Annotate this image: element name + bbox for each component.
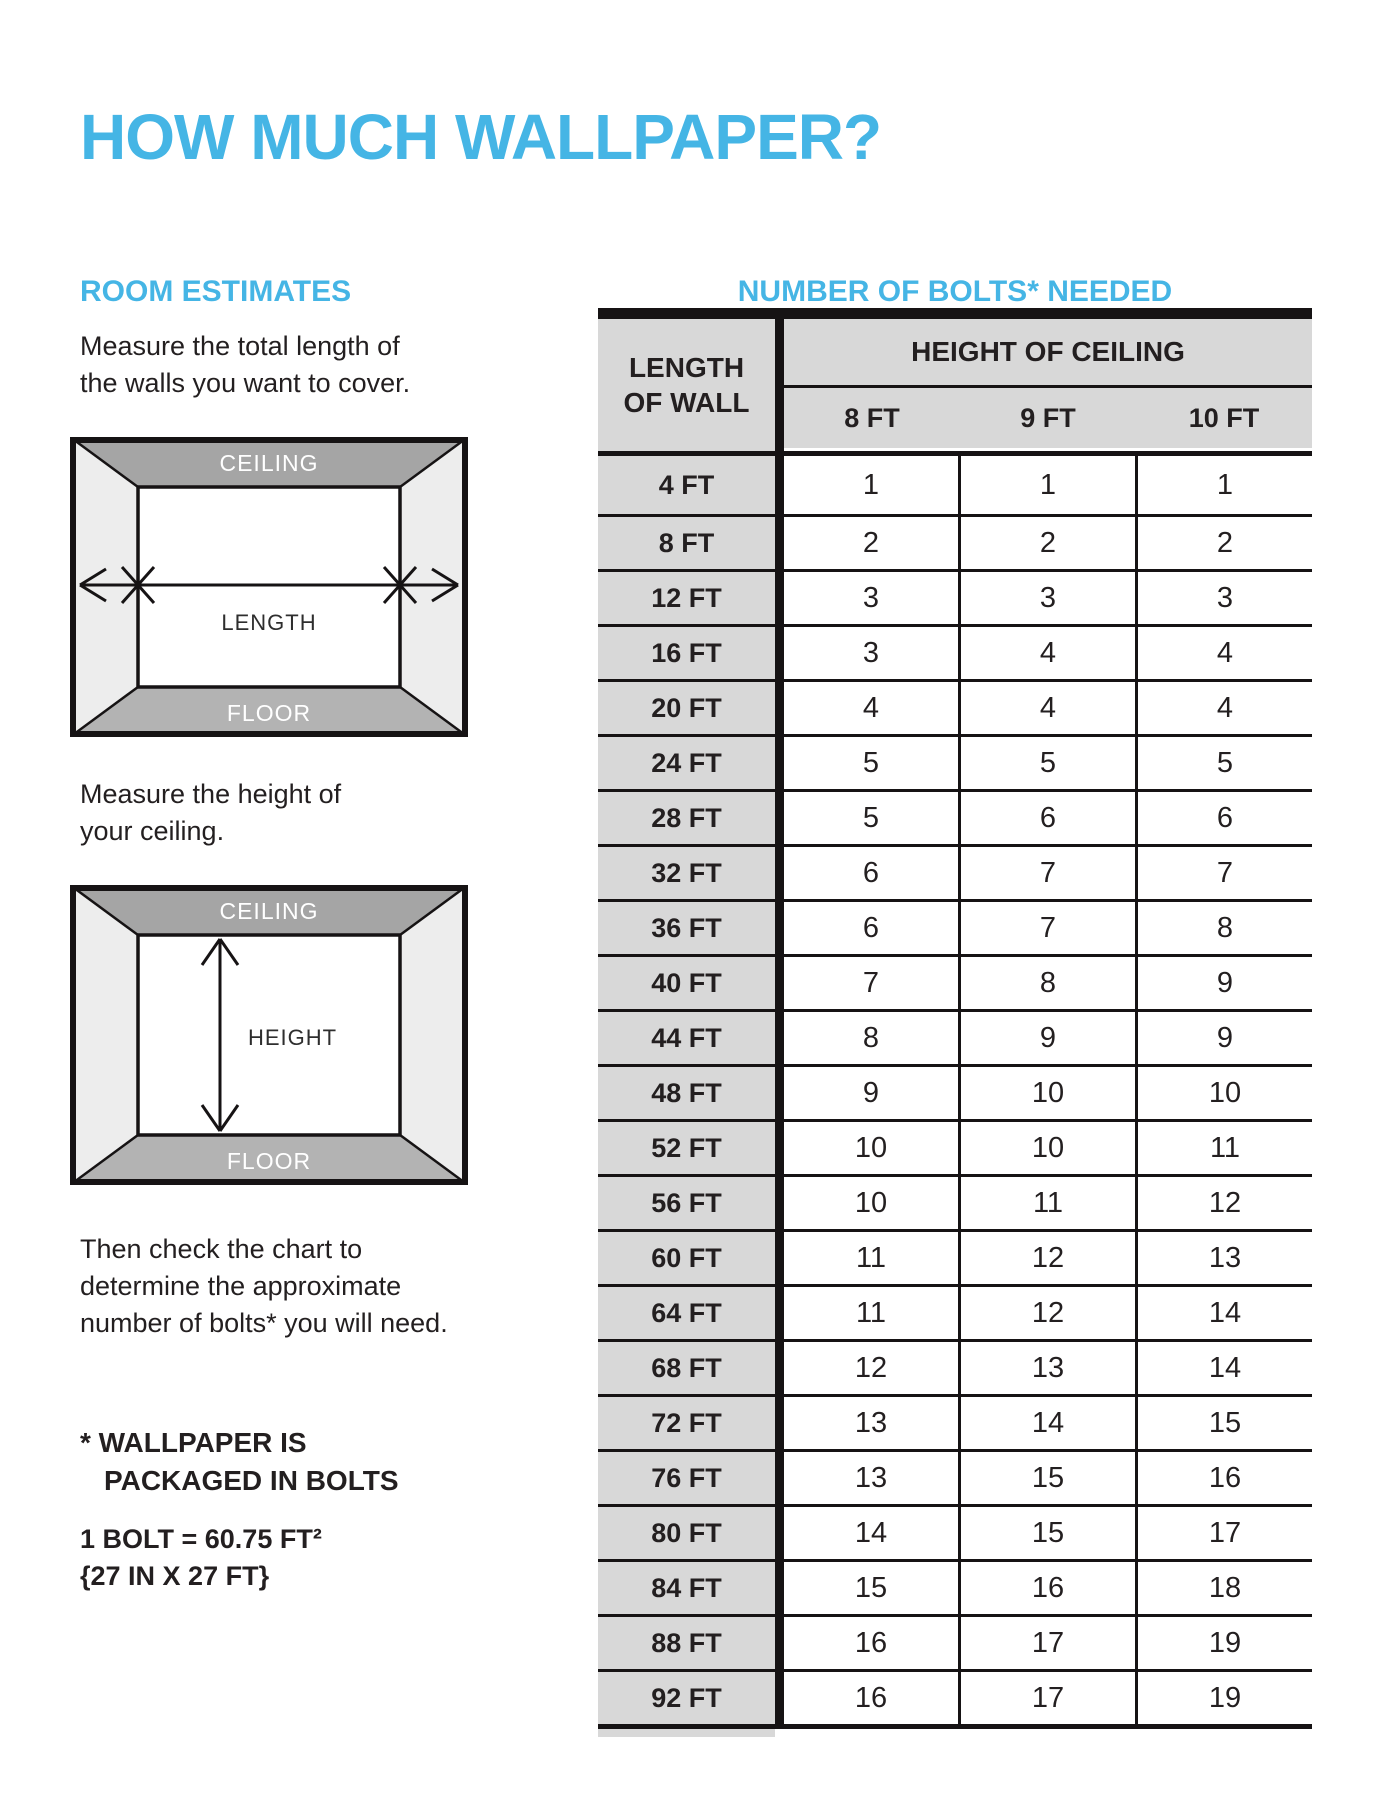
room-height-diagram (70, 885, 468, 1185)
wall-length-cell: 40 FT (598, 957, 784, 1009)
table-row (598, 1119, 1312, 1174)
wall-length-cell: 28 FT (598, 792, 784, 844)
wall-length-cell: 44 FT (598, 1012, 784, 1064)
header-line: LENGTH (628, 352, 745, 383)
bolt-count-cell-9ft: 4 (961, 682, 1138, 734)
bolt-count-cell-10ft: 12 (1208, 1186, 1242, 1219)
bolt-count-cell-9ft: 13 (961, 1342, 1138, 1394)
bolt-count-cell-9ft: 7 (961, 902, 1138, 954)
room-length-diagram (70, 437, 468, 737)
instruction-measure-height (80, 776, 341, 850)
bolt-count-cell-10ft: 5 (1216, 746, 1234, 779)
table-row (598, 1174, 1312, 1229)
bolt-count-cell-10ft: 15 (1208, 1406, 1242, 1439)
bolt-count-cell-8ft: 16 (784, 1672, 961, 1724)
bolt-count-cell-8ft: 11 (784, 1287, 961, 1339)
bolt-count-cell-9ft: 16 (961, 1562, 1138, 1614)
bolt-count-cell-9ft: 14 (961, 1397, 1138, 1449)
bolt-dimensions: {27 IN X 27 FT} (80, 1561, 270, 1591)
bolts-table-body (598, 451, 1312, 1729)
wall-length-cell: 64 FT (598, 1287, 784, 1339)
ceiling-height-headers (784, 319, 1312, 451)
table-header (598, 319, 1312, 451)
table-row (598, 734, 1312, 789)
bolt-count-cell-10ft: 7 (1216, 856, 1234, 889)
bolt-count-cell-10ft: 17 (1208, 1516, 1242, 1549)
wall-length-cell: 76 FT (598, 1452, 784, 1504)
right-wall-shape (400, 437, 468, 737)
bolt-count-cell-10ft: 16 (1208, 1461, 1242, 1494)
bolt-count-cell-8ft: 10 (784, 1122, 961, 1174)
wall-length-cell: 88 FT (598, 1617, 784, 1669)
table-row (598, 1449, 1312, 1504)
table-row (598, 1669, 1312, 1724)
table-row (598, 899, 1312, 954)
instruction-line: Then check the chart to (80, 1234, 363, 1264)
height-of-ceiling-header: HEIGHT OF CEILING (784, 319, 1312, 388)
bolt-equation: 1 BOLT = 60.75 FT² (80, 1524, 322, 1554)
bolt-count-cell-10ft: 19 (1208, 1681, 1242, 1714)
table-row (598, 844, 1312, 899)
table-row (598, 1339, 1312, 1394)
bolt-count-cell-8ft: 6 (784, 847, 961, 899)
bolt-count-cell-9ft: 10 (961, 1122, 1138, 1174)
table-row (598, 789, 1312, 844)
table-row (598, 569, 1312, 624)
footnote-line: * WALLPAPER IS (80, 1427, 307, 1458)
bolt-count-cell-10ft: 9 (1216, 1021, 1234, 1054)
bolts-table-heading: NUMBER OF BOLTS* NEEDED (737, 275, 1173, 308)
bolt-count-cell-10ft: 6 (1216, 801, 1234, 834)
wall-length-cell: 32 FT (598, 847, 784, 899)
bolt-count-cell-8ft: 10 (784, 1177, 961, 1229)
bolt-count-cell-9ft: 6 (961, 792, 1138, 844)
table-bottom-stub (598, 1729, 775, 1737)
bolt-count-cell-9ft: 1 (961, 456, 1138, 514)
table-row (598, 1009, 1312, 1064)
wall-length-cell: 56 FT (598, 1177, 784, 1229)
table-row (598, 679, 1312, 734)
bolt-count-cell-10ft: 13 (1208, 1241, 1242, 1274)
bolt-count-cell-8ft: 3 (784, 572, 961, 624)
wall-length-cell: 60 FT (598, 1232, 784, 1284)
left-wall-shape (70, 437, 138, 737)
length-of-wall-header (598, 319, 784, 451)
bolt-count-cell-8ft: 12 (784, 1342, 961, 1394)
table-top-bar (598, 308, 1312, 319)
bolt-count-cell-10ft: 18 (1208, 1571, 1242, 1604)
table-row (598, 1284, 1312, 1339)
left-wall-shape (70, 885, 138, 1185)
table-row (598, 1394, 1312, 1449)
table-row (598, 954, 1312, 1009)
floor-label: FLOOR (226, 700, 312, 726)
bolt-count-cell-10ft: 3 (1216, 581, 1234, 614)
instruction-line: Measure the height of (80, 779, 342, 809)
wall-length-cell: 80 FT (598, 1507, 784, 1559)
bolt-count-cell-9ft: 12 (961, 1232, 1138, 1284)
table-row (598, 1229, 1312, 1284)
ceiling-height-subheaders (784, 388, 1312, 448)
table-row (598, 456, 1312, 514)
bolt-count-cell-8ft: 4 (784, 682, 961, 734)
bolt-count-cell-8ft: 5 (784, 792, 961, 844)
right-wall-shape (400, 885, 468, 1185)
bolt-count-cell-9ft: 17 (961, 1672, 1138, 1724)
wall-length-cell: 52 FT (598, 1122, 784, 1174)
bolt-count-cell-9ft: 3 (961, 572, 1138, 624)
table-row (598, 1559, 1312, 1614)
bolt-count-cell-9ft: 7 (961, 847, 1138, 899)
bolts-table (598, 308, 1312, 1737)
bolt-count-cell-8ft: 7 (784, 957, 961, 1009)
room-estimates-heading: ROOM ESTIMATES (80, 275, 352, 308)
wall-length-cell: 68 FT (598, 1342, 784, 1394)
wall-length-cell: 48 FT (598, 1067, 784, 1119)
instruction-line: your ceiling. (80, 816, 225, 846)
wall-length-cell: 92 FT (598, 1672, 784, 1724)
column-header-9ft: 9 FT (1020, 402, 1076, 433)
bolt-count-cell-10ft: 2 (1216, 526, 1234, 559)
bolt-count-cell-10ft: 8 (1216, 911, 1234, 944)
bolt-count-cell-10ft: 1 (1216, 468, 1234, 501)
instruction-line: Measure the total length of (80, 331, 400, 361)
bolt-count-cell-8ft: 9 (784, 1067, 961, 1119)
bolt-count-cell-8ft: 3 (784, 627, 961, 679)
wall-length-cell: 12 FT (598, 572, 784, 624)
floor-label: FLOOR (226, 1148, 312, 1174)
column-header-10ft: 10 FT (1188, 402, 1260, 433)
bolt-count-cell-9ft: 8 (961, 957, 1138, 1009)
table-row (598, 1064, 1312, 1119)
bolt-count-cell-10ft: 14 (1208, 1296, 1242, 1329)
bolt-count-cell-8ft: 13 (784, 1397, 961, 1449)
wall-length-cell: 84 FT (598, 1562, 784, 1614)
bolt-count-cell-8ft: 13 (784, 1452, 961, 1504)
wall-length-cell: 72 FT (598, 1397, 784, 1449)
bolt-size-info (80, 1521, 322, 1595)
instruction-line: the walls you want to cover. (80, 368, 411, 398)
bolt-count-cell-8ft: 5 (784, 737, 961, 789)
table-row (598, 514, 1312, 569)
ceiling-label: CEILING (219, 898, 319, 924)
bolt-count-cell-10ft: 11 (1209, 1131, 1241, 1164)
wall-length-cell: 20 FT (598, 682, 784, 734)
page-title: HOW MUCH WALLPAPER? (80, 101, 882, 173)
column-header-8ft: 8 FT (844, 402, 900, 433)
back-wall-shape (138, 487, 400, 687)
table-row (598, 624, 1312, 679)
bolt-count-cell-9ft: 4 (961, 627, 1138, 679)
wall-length-cell: 8 FT (598, 517, 784, 569)
instruction-line: number of bolts* you will need. (80, 1308, 448, 1338)
wallpaper-footnote (80, 1424, 399, 1500)
bolt-count-cell-9ft: 5 (961, 737, 1138, 789)
bolt-count-cell-9ft: 11 (961, 1177, 1138, 1229)
bolt-count-cell-9ft: 10 (961, 1067, 1138, 1119)
bolt-count-cell-8ft: 6 (784, 902, 961, 954)
bolt-count-cell-10ft: 4 (1216, 636, 1234, 669)
bolt-count-cell-8ft: 1 (784, 456, 961, 514)
bolt-count-cell-9ft: 15 (961, 1507, 1138, 1559)
bolt-count-cell-8ft: 11 (784, 1232, 961, 1284)
bolt-count-cell-9ft: 17 (961, 1617, 1138, 1669)
ceiling-label: CEILING (219, 450, 319, 476)
bolt-count-cell-8ft: 16 (784, 1617, 961, 1669)
bolt-count-cell-10ft: 14 (1208, 1351, 1242, 1384)
bolt-count-cell-9ft: 12 (961, 1287, 1138, 1339)
wall-length-cell: 24 FT (598, 737, 784, 789)
instruction-line: determine the approximate (80, 1271, 402, 1301)
wall-length-cell: 16 FT (598, 627, 784, 679)
instruction-check-chart (80, 1231, 448, 1342)
bolt-count-cell-9ft: 9 (961, 1012, 1138, 1064)
header-line: OF WALL (623, 387, 750, 418)
bolt-count-cell-10ft: 4 (1216, 691, 1234, 724)
bolt-count-cell-10ft: 9 (1216, 966, 1234, 999)
bolt-count-cell-8ft: 15 (784, 1562, 961, 1614)
instruction-measure-length (80, 328, 410, 402)
wall-length-cell: 4 FT (598, 456, 784, 514)
length-label: LENGTH (221, 610, 317, 635)
bolt-count-cell-10ft: 10 (1208, 1076, 1242, 1109)
bolt-count-cell-8ft: 14 (784, 1507, 961, 1559)
bolt-count-cell-9ft: 15 (961, 1452, 1138, 1504)
bolt-count-cell-10ft: 19 (1208, 1626, 1242, 1659)
bolt-count-cell-8ft: 8 (784, 1012, 961, 1064)
bolt-count-cell-9ft: 2 (961, 517, 1138, 569)
height-label: HEIGHT (248, 1025, 338, 1050)
wall-length-cell: 36 FT (598, 902, 784, 954)
footnote-line: PACKAGED IN BOLTS (104, 1465, 399, 1496)
bolt-count-cell-8ft: 2 (784, 517, 961, 569)
table-row (598, 1504, 1312, 1559)
table-row (598, 1614, 1312, 1669)
